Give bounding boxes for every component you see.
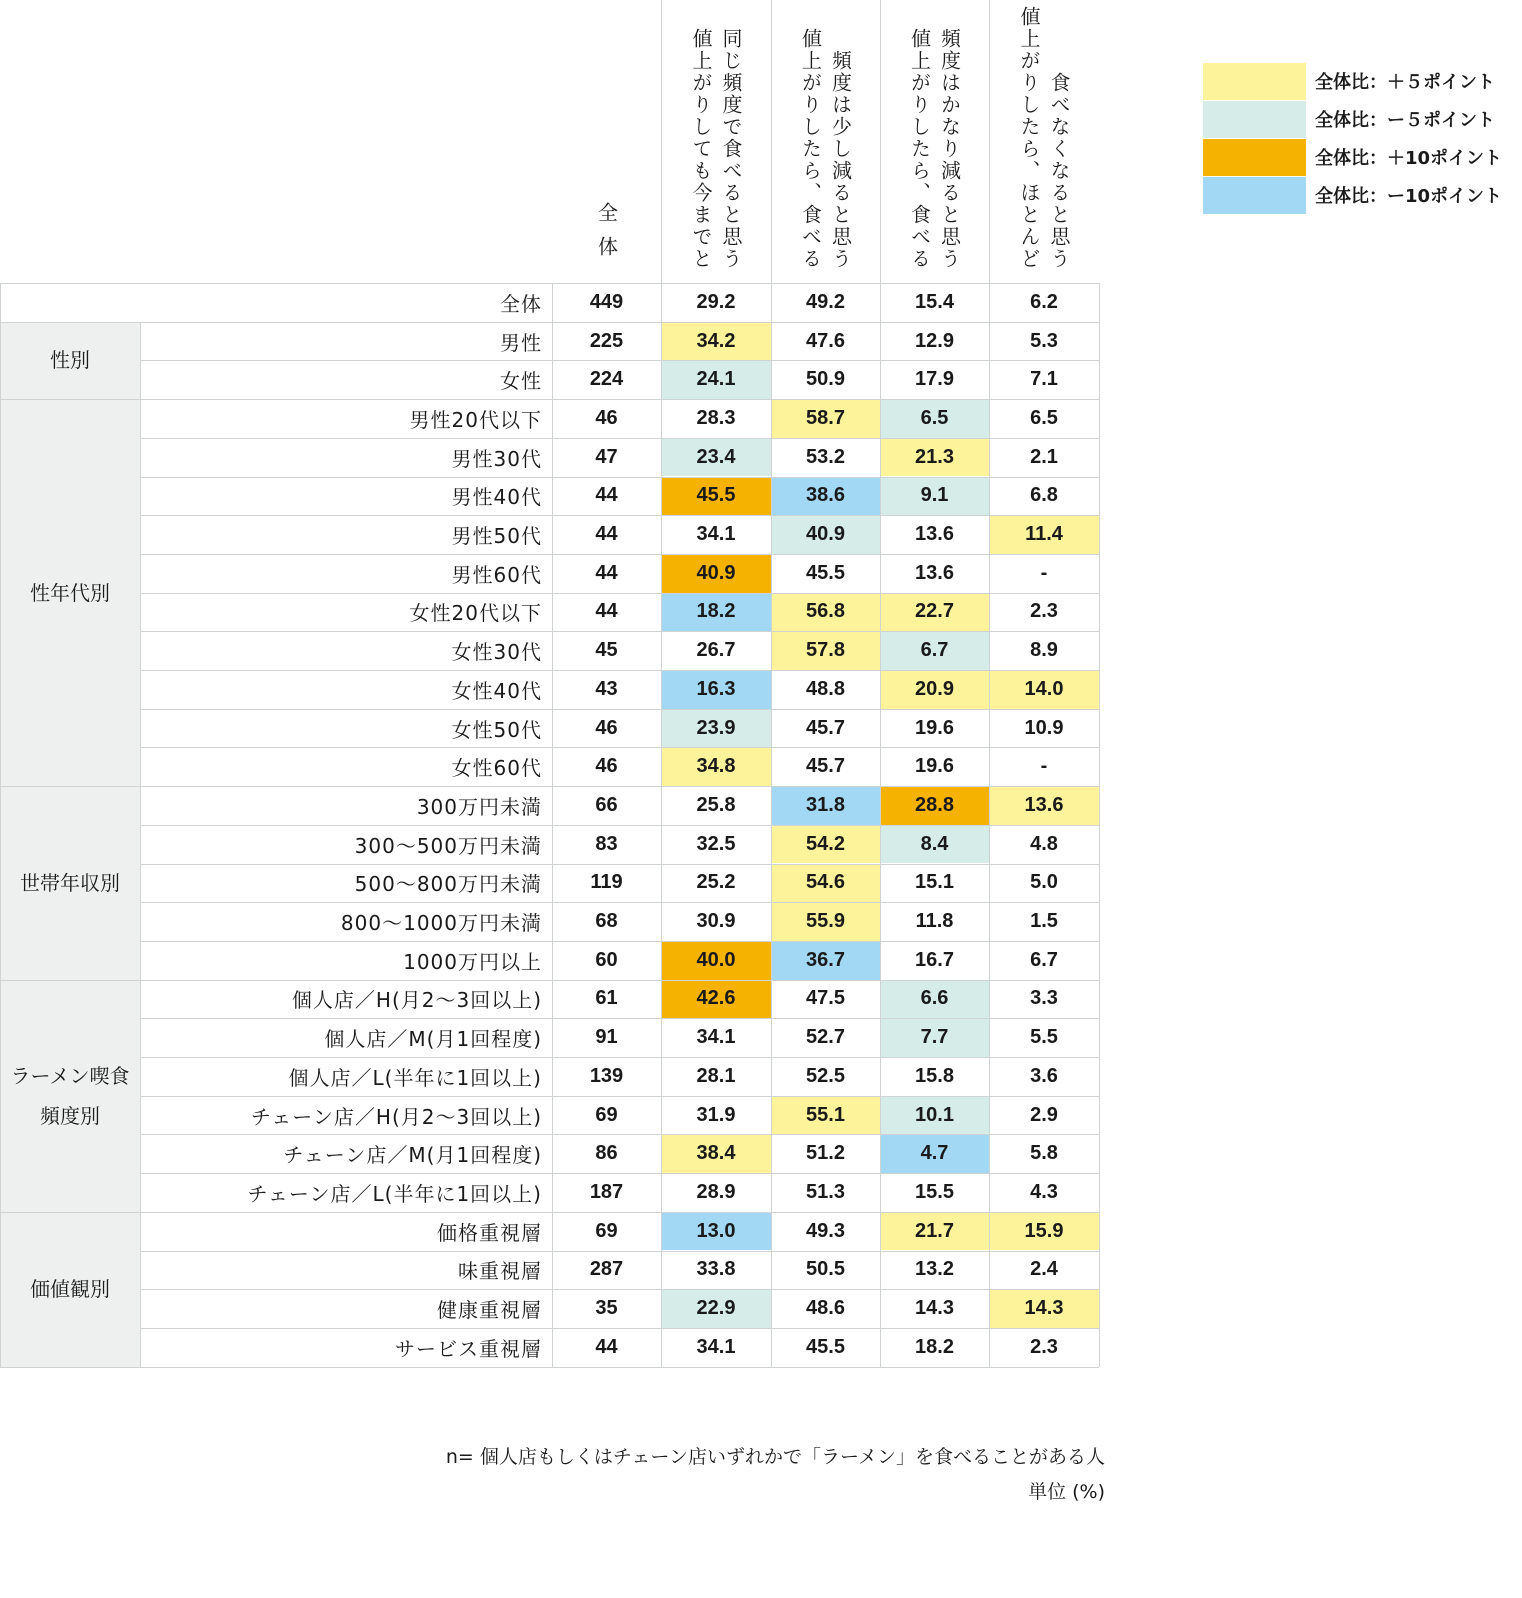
value-cell: 6.6 <box>880 980 989 1019</box>
value-cell: 18.2 <box>915 1335 954 1358</box>
sample-size: 139 <box>589 1064 624 1087</box>
value-cell: 16.7 <box>915 948 954 971</box>
value-cell: 6.2 <box>1030 290 1058 313</box>
value-cell: 53.2 <box>806 445 845 468</box>
grid-line <box>140 477 1099 478</box>
sample-size: 119 <box>590 871 623 894</box>
value-cell: 13.0 <box>661 1212 771 1251</box>
sample-size: 47 <box>595 445 618 468</box>
value-cell: 5.8 <box>1030 1142 1058 1165</box>
value-cell: 48.8 <box>806 677 845 700</box>
grid-line <box>140 631 1099 632</box>
row-label: サービス重視層 <box>395 1336 542 1361</box>
value-cell: 15.8 <box>915 1064 954 1087</box>
grid-line <box>140 1251 1099 1252</box>
grid-line <box>140 1096 1099 1097</box>
value-cell: 31.9 <box>696 1103 736 1126</box>
grid-line <box>140 1018 1099 1019</box>
value-cell: 34.2 <box>661 322 771 361</box>
value-cell: 5.5 <box>1030 1026 1058 1049</box>
value-cell: 56.8 <box>771 593 880 632</box>
row-label: 男性60代 <box>451 562 542 587</box>
row-label: 男性50代 <box>451 524 542 549</box>
grid-line <box>140 438 1099 439</box>
value-cell: 51.3 <box>806 1180 845 1203</box>
value-cell: 40.9 <box>661 554 771 593</box>
sample-size: 61 <box>595 987 618 1010</box>
grid-line <box>661 0 662 283</box>
grid-line <box>140 322 1099 323</box>
value-cell: 15.5 <box>915 1180 954 1203</box>
sample-size: 287 <box>589 1258 624 1281</box>
sample-size: 44 <box>595 561 618 584</box>
unit-note: 単位 (%) <box>1028 1481 1105 1503</box>
value-cell: 23.9 <box>661 709 771 748</box>
value-cell: 28.9 <box>696 1180 736 1203</box>
group-label: 価値観別 <box>0 1212 140 1367</box>
row-label: 800～1000万円未満 <box>340 911 542 936</box>
grid-line <box>661 283 662 1367</box>
value-cell: 14.3 <box>989 1289 1099 1328</box>
value-cell: 28.8 <box>880 786 989 825</box>
sample-size: 449 <box>589 290 624 313</box>
row-label: チェーン店／M(月1回程度) <box>283 1143 542 1168</box>
header-column <box>771 0 880 270</box>
value-cell: 22.9 <box>661 1289 771 1328</box>
value-cell: 4.3 <box>1030 1180 1058 1203</box>
value-cell: 8.4 <box>880 825 989 864</box>
grid-line <box>989 283 990 1367</box>
header-column <box>989 0 1099 270</box>
value-cell: 6.5 <box>1030 406 1058 429</box>
value-cell: 30.9 <box>696 910 736 933</box>
row-label: チェーン店／H(月2～3回以上) <box>250 1104 542 1129</box>
value-cell: 18.2 <box>661 593 771 632</box>
value-cell: 38.4 <box>661 1134 771 1173</box>
grid-line <box>0 399 140 400</box>
value-cell: 33.8 <box>696 1258 736 1281</box>
grid-line <box>1099 283 1100 1367</box>
sample-size: 46 <box>595 406 618 429</box>
value-cell: - <box>1040 755 1048 778</box>
grid-line <box>140 864 1099 865</box>
row-label: チェーン店／L(半年に1回以上) <box>247 1181 542 1206</box>
grid-line <box>771 0 772 283</box>
value-cell: 47.6 <box>806 329 845 352</box>
value-cell: 45.7 <box>806 755 845 778</box>
row-label: 男性40代 <box>451 485 542 510</box>
value-cell: 50.5 <box>806 1258 845 1281</box>
row-label: 個人店／L(半年に1回以上) <box>288 1065 542 1090</box>
value-cell: 21.3 <box>880 438 989 477</box>
value-cell: 48.6 <box>806 1297 845 1320</box>
value-cell: 38.6 <box>771 477 880 516</box>
value-cell: 28.3 <box>696 406 736 429</box>
grid-line <box>140 554 1099 555</box>
grid-line <box>140 747 1099 748</box>
value-cell: 4.8 <box>1030 832 1058 855</box>
value-cell: 9.1 <box>880 477 989 516</box>
group-label: 性年代別 <box>0 399 140 786</box>
sample-size: 60 <box>595 948 618 971</box>
grid-line <box>140 399 1099 400</box>
value-cell: 6.5 <box>880 399 989 438</box>
sample-note: n= 個人店もしくはチェーン店いずれかで「ラーメン」を食べることがある人 <box>445 1446 1105 1468</box>
row-label: 個人店／H(月2～3回以上) <box>291 988 542 1013</box>
sample-size: 44 <box>595 600 618 623</box>
value-cell: 25.8 <box>696 793 736 816</box>
grid-line <box>140 786 1099 787</box>
grid-line <box>140 1212 1099 1213</box>
row-label: 健康重視層 <box>437 1298 542 1323</box>
grid-line <box>771 283 772 1367</box>
legend-swatch <box>1203 177 1306 214</box>
value-cell: 32.5 <box>696 832 736 855</box>
value-cell: 19.6 <box>915 716 954 739</box>
value-cell: 7.7 <box>880 1018 989 1057</box>
value-cell: 45.7 <box>806 716 845 739</box>
row-label: 個人店／M(月1回程度) <box>324 1027 542 1052</box>
value-cell: 31.8 <box>771 786 880 825</box>
value-cell: 45.5 <box>806 1335 845 1358</box>
value-cell: - <box>1040 561 1048 584</box>
value-cell: 34.1 <box>696 1335 736 1358</box>
legend-label: 全体比：＋10ポイント <box>1315 148 1503 169</box>
header-text: 食べなくなると思う <box>1047 72 1071 270</box>
grid-line <box>0 980 140 981</box>
sample-size: 69 <box>595 1219 618 1242</box>
value-cell: 55.1 <box>771 1096 880 1135</box>
value-cell: 13.2 <box>915 1258 954 1281</box>
value-cell: 11.4 <box>989 515 1099 554</box>
value-cell: 4.7 <box>880 1134 989 1173</box>
row-label: 男性20代以下 <box>409 407 542 432</box>
sample-size: 66 <box>595 793 618 816</box>
value-cell: 50.9 <box>806 368 845 391</box>
value-cell: 2.4 <box>1030 1258 1058 1281</box>
value-cell: 13.6 <box>989 786 1099 825</box>
sample-size: 225 <box>589 329 624 352</box>
legend-label: 全体比：ー10ポイント <box>1315 186 1503 207</box>
total-row-label: 全体 <box>500 291 542 316</box>
value-cell: 8.9 <box>1030 639 1058 662</box>
row-label: 500～800万円未満 <box>354 872 542 897</box>
grid-line <box>0 1212 140 1213</box>
value-cell: 47.5 <box>806 987 845 1010</box>
value-cell: 16.3 <box>661 670 771 709</box>
row-label: 価格重視層 <box>437 1220 542 1245</box>
value-cell: 52.5 <box>806 1064 845 1087</box>
value-cell: 34.1 <box>696 523 736 546</box>
value-cell: 6.8 <box>1030 484 1058 507</box>
row-label: 1000万円以上 <box>403 949 542 974</box>
value-cell: 3.6 <box>1030 1064 1058 1087</box>
header-text: 値上がりしたら、食べる <box>907 28 932 270</box>
legend-label: 全体比：ー５ポイント <box>1315 110 1495 131</box>
value-cell: 22.7 <box>880 593 989 632</box>
value-cell: 2.1 <box>1030 445 1058 468</box>
value-cell: 25.2 <box>696 871 736 894</box>
sample-size: 46 <box>595 716 618 739</box>
value-cell: 57.8 <box>771 631 880 670</box>
value-cell: 5.3 <box>1030 329 1058 352</box>
value-cell: 49.3 <box>806 1219 845 1242</box>
sample-size: 35 <box>595 1297 618 1320</box>
legend <box>1203 62 1522 214</box>
grid-line <box>140 670 1099 671</box>
grid-line <box>140 1057 1099 1058</box>
grid-line <box>140 515 1099 516</box>
value-cell: 40.9 <box>771 515 880 554</box>
grid-line <box>989 0 990 283</box>
row-label: 女性30代 <box>451 640 542 665</box>
legend-swatch <box>1203 101 1306 138</box>
sample-size: 68 <box>595 910 618 933</box>
value-cell: 13.6 <box>915 523 954 546</box>
value-cell: 12.9 <box>915 329 954 352</box>
row-label: 男性 <box>500 330 542 355</box>
value-cell: 14.0 <box>989 670 1099 709</box>
sample-size: 224 <box>589 368 624 391</box>
value-cell: 52.7 <box>806 1026 845 1049</box>
sample-size: 69 <box>595 1103 618 1126</box>
legend-item <box>1203 176 1522 214</box>
grid-line <box>140 360 1099 361</box>
value-cell: 34.1 <box>696 1026 736 1049</box>
sample-size: 44 <box>595 484 618 507</box>
value-cell: 19.6 <box>915 755 954 778</box>
value-cell: 29.2 <box>696 290 736 313</box>
row-label: 300～500万円未満 <box>354 833 542 858</box>
row-label: 女性60代 <box>451 756 542 781</box>
sample-size: 86 <box>595 1142 618 1165</box>
grid-line <box>140 902 1099 903</box>
value-cell: 15.9 <box>989 1212 1099 1251</box>
row-label: 300万円未満 <box>416 794 542 819</box>
header-total-label: 全体 <box>594 202 619 270</box>
grid-line <box>0 283 1099 284</box>
grid-line <box>140 1328 1099 1329</box>
header-column <box>880 0 989 270</box>
grid-line <box>140 1367 1099 1368</box>
group-label: 性別 <box>0 322 140 399</box>
value-cell: 49.2 <box>806 290 845 313</box>
value-cell: 5.0 <box>1030 871 1058 894</box>
value-cell: 2.3 <box>1030 600 1058 623</box>
legend-label: 全体比：＋５ポイント <box>1315 72 1495 93</box>
row-label: 男性30代 <box>451 446 542 471</box>
value-cell: 15.1 <box>915 871 954 894</box>
row-label: 女性20代以下 <box>409 601 542 626</box>
header-text: 頻度は少し減ると思う <box>828 50 853 270</box>
grid-line <box>0 786 140 787</box>
grid-line <box>552 283 553 1367</box>
value-cell: 45.5 <box>661 477 771 516</box>
header-text: 値上がりしたら、食べる <box>798 28 823 270</box>
row-label: 味重視層 <box>458 1259 542 1284</box>
value-cell: 26.7 <box>696 639 736 662</box>
sample-size: 46 <box>595 755 618 778</box>
value-cell: 2.3 <box>1030 1335 1058 1358</box>
value-cell: 28.1 <box>696 1064 736 1087</box>
value-cell: 54.6 <box>771 864 880 903</box>
value-cell: 6.7 <box>880 631 989 670</box>
value-cell: 2.9 <box>1030 1103 1058 1126</box>
grid-line <box>0 322 140 323</box>
value-cell: 10.1 <box>880 1096 989 1135</box>
grid-line <box>880 283 881 1367</box>
header-text: 値上がりしても今までと <box>689 28 713 270</box>
header-column <box>661 0 771 270</box>
value-cell: 6.7 <box>1030 948 1058 971</box>
value-cell: 14.3 <box>915 1297 954 1320</box>
header-total-col <box>552 0 661 270</box>
value-cell: 17.9 <box>915 368 954 391</box>
value-cell: 51.2 <box>806 1142 845 1165</box>
value-cell: 45.5 <box>806 561 845 584</box>
header-text: 頻度はかなり減ると思う <box>937 28 962 270</box>
grid-line <box>140 980 1099 981</box>
value-cell: 55.9 <box>771 902 880 941</box>
row-label: 女性50代 <box>451 717 542 742</box>
legend-item <box>1203 100 1522 138</box>
sample-size: 45 <box>595 639 618 662</box>
legend-swatch <box>1203 139 1306 176</box>
group-label: 世帯年収別 <box>0 786 140 980</box>
value-cell: 11.8 <box>915 910 954 933</box>
grid-line <box>140 1173 1099 1174</box>
value-cell: 34.8 <box>661 747 771 786</box>
grid-line <box>140 1134 1099 1135</box>
value-cell: 58.7 <box>771 399 880 438</box>
grid-line <box>0 1367 140 1368</box>
value-cell: 42.6 <box>661 980 771 1019</box>
row-label: 女性 <box>500 369 542 394</box>
value-cell: 54.2 <box>771 825 880 864</box>
group-label: ラーメン喫食 頻度別 <box>0 980 140 1212</box>
legend-item <box>1203 138 1522 176</box>
value-cell: 36.7 <box>771 941 880 980</box>
value-cell: 13.6 <box>915 561 954 584</box>
value-cell: 23.4 <box>661 438 771 477</box>
grid-line <box>140 941 1099 942</box>
grid-line <box>140 709 1099 710</box>
value-cell: 15.4 <box>915 290 954 313</box>
legend-swatch <box>1203 63 1306 100</box>
value-cell: 20.9 <box>880 670 989 709</box>
grid-line <box>880 0 881 283</box>
value-cell: 10.9 <box>1024 716 1064 739</box>
value-cell: 3.3 <box>1030 987 1058 1010</box>
value-cell: 24.1 <box>661 360 771 399</box>
value-cell: 1.5 <box>1030 910 1058 933</box>
grid-line <box>140 1289 1099 1290</box>
sample-size: 187 <box>589 1180 624 1203</box>
sample-size: 44 <box>595 1335 618 1358</box>
header-text: 同じ頻度で食べると思う <box>719 28 743 270</box>
sample-size: 83 <box>595 832 618 855</box>
header-text: 値上がりしたら、ほとんど <box>1017 6 1041 270</box>
legend-item <box>1203 62 1522 100</box>
grid-line <box>140 322 141 1367</box>
value-cell: 7.1 <box>1030 368 1058 391</box>
sample-size: 44 <box>595 523 618 546</box>
value-cell: 40.0 <box>661 941 771 980</box>
grid-line <box>0 283 1 1367</box>
value-cell: 21.7 <box>880 1212 989 1251</box>
grid-line <box>140 825 1099 826</box>
sample-size: 91 <box>595 1026 618 1049</box>
row-label: 女性40代 <box>451 678 542 703</box>
grid-line <box>140 593 1099 594</box>
sample-size: 43 <box>595 677 618 700</box>
